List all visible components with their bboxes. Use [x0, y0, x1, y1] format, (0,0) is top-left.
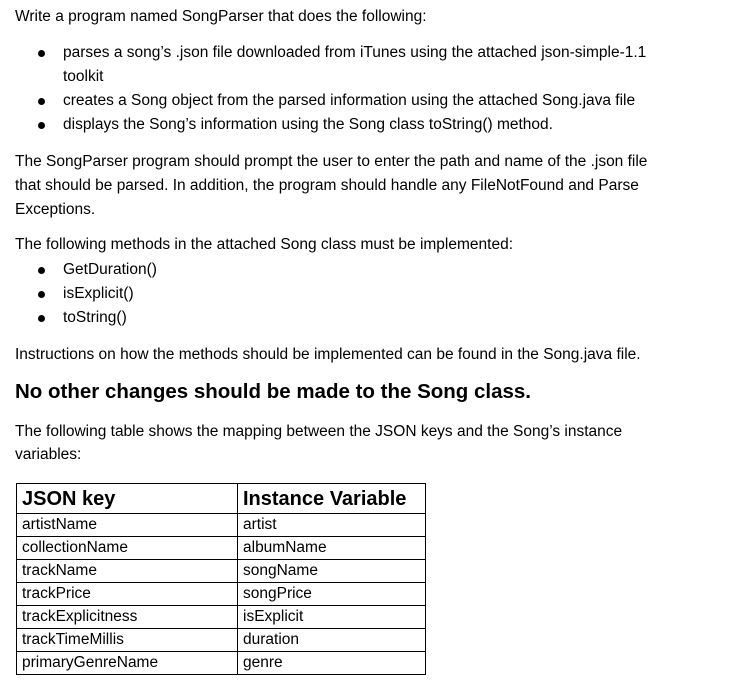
- json-key-cell: trackPrice: [17, 583, 238, 606]
- table-row: [17, 560, 426, 583]
- table-intro-line: variables:: [15, 446, 82, 463]
- paragraph-line: Exceptions.: [15, 201, 96, 218]
- table-header-row: [17, 484, 426, 514]
- column-header-instance-variable: Instance Variable: [238, 484, 426, 514]
- instance-variable-cell: duration: [238, 629, 426, 652]
- table-row: [17, 629, 426, 652]
- list-item-continuation: toolkit: [63, 68, 104, 85]
- json-key-cell: collectionName: [17, 537, 238, 560]
- list-item: isExplicit(): [0, 282, 157, 306]
- methods-intro: The following methods in the attached Song class must be implemented:: [15, 236, 513, 253]
- instance-variable-cell: albumName: [238, 537, 426, 560]
- json-key-cell: artistName: [17, 514, 238, 537]
- instance-variable-cell: songPrice: [238, 583, 426, 606]
- table-row: [17, 583, 426, 606]
- list-item: parses a song’s .json file downloaded from iTunes using the attached json-simple-1.1: [0, 41, 646, 65]
- instance-variable-cell: isExplicit: [238, 606, 426, 629]
- column-header-json-key: JSON key: [17, 484, 238, 514]
- mapping-table: [16, 483, 426, 675]
- paragraph-line: that should be parsed. In addition, the program should handle any FileNotFound and Parse: [15, 177, 639, 194]
- methods-list: [0, 258, 157, 330]
- intro-text: Write a program named SongParser that does the following:: [15, 8, 427, 25]
- instance-variable-cell: artist: [238, 514, 426, 537]
- list-item: toString(): [0, 306, 157, 330]
- instructions-text: Instructions on how the methods should be implemented can be found in the Song.java file.: [15, 346, 641, 363]
- instance-variable-cell: genre: [238, 652, 426, 675]
- json-key-cell: trackTimeMillis: [17, 629, 238, 652]
- list-item: displays the Song’s information using the Song class toString() method.: [0, 113, 646, 137]
- table-row: [17, 652, 426, 675]
- table-intro-line: The following table shows the mapping between the JSON keys and the Song’s instance: [15, 423, 623, 440]
- json-key-cell: trackExplicitness: [17, 606, 238, 629]
- table-row: [17, 537, 426, 560]
- json-key-cell: trackName: [17, 560, 238, 583]
- table-row: [17, 606, 426, 629]
- table-row: [17, 514, 426, 537]
- instance-variable-cell: songName: [238, 560, 426, 583]
- list-item: creates a Song object from the parsed information using the attached Song.java file: [0, 89, 646, 113]
- list-item: GetDuration(): [0, 258, 157, 282]
- paragraph-line: The SongParser program should prompt the user to enter the path and name of the .json file: [15, 153, 648, 170]
- json-key-cell: primaryGenreName: [17, 652, 238, 675]
- requirements-list: [0, 41, 646, 137]
- warning-heading: No other changes should be made to the Song class.: [15, 380, 532, 403]
